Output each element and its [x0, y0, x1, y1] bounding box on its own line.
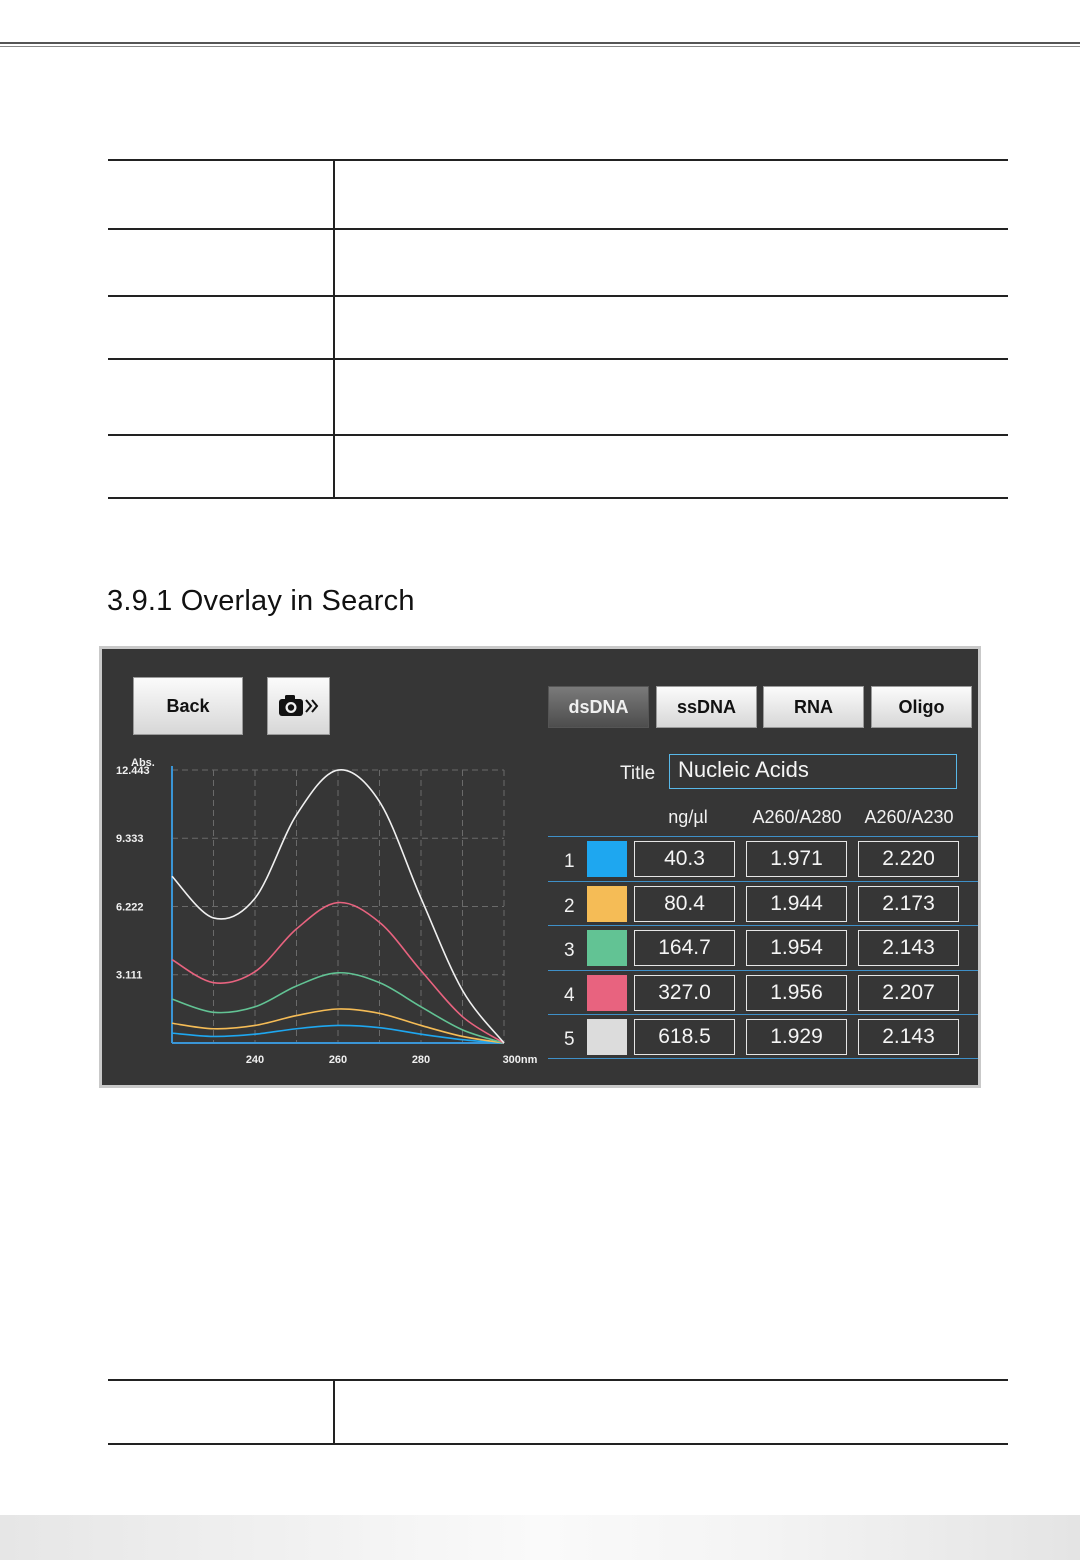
device-screenshot [99, 646, 981, 1088]
table-row[interactable] [548, 925, 978, 970]
table-cell [334, 229, 1008, 296]
back-button[interactable]: Back [133, 677, 243, 735]
tab-rna[interactable]: RNA [763, 686, 864, 728]
column-header-concentration: ng/µl [668, 807, 708, 827]
camera-forward-icon [277, 693, 321, 719]
column-header-a260-a280: A260/A280 [752, 807, 842, 827]
concentration-value: 80.4 [634, 886, 735, 922]
row-number: 3 [564, 940, 575, 962]
a260-a280-value: 1.954 [746, 930, 847, 966]
table-cell [108, 359, 334, 435]
table-cell [108, 435, 334, 498]
row-number: 1 [564, 851, 575, 872]
color-swatch [587, 930, 627, 966]
x-tick-label: 260 [328, 1054, 348, 1066]
y-tick-label: 9.333 [116, 833, 144, 846]
a260-a230-value: 2.143 [858, 1019, 959, 1055]
footer-band [0, 1515, 1080, 1560]
snapshot-button[interactable] [267, 677, 330, 735]
table-cell [108, 160, 334, 229]
color-swatch [587, 1019, 627, 1055]
absorbance-chart [102, 744, 542, 1084]
section-heading: 3.9.1 Overlay in Search [107, 585, 415, 617]
a260-a280-value: 1.929 [746, 1019, 847, 1055]
table-cell [108, 1380, 334, 1444]
row-number: 5 [564, 1029, 575, 1051]
table-cell [334, 1380, 1008, 1444]
color-swatch [587, 975, 627, 1011]
row-number: 4 [564, 984, 575, 1006]
y-tick-label: 6.222 [116, 901, 144, 914]
concentration-value: 40.3 [634, 841, 735, 877]
overlay-screen [102, 649, 978, 1085]
table-row[interactable] [548, 1014, 978, 1059]
a260-a280-value: 1.956 [746, 975, 847, 1011]
a260-a230-value: 2.143 [858, 930, 959, 966]
title-input[interactable]: Nucleic Acids [669, 754, 957, 789]
row-number: 2 [564, 895, 575, 917]
table-cell [334, 435, 1008, 498]
table-cell [108, 229, 334, 296]
table-row[interactable] [548, 881, 978, 926]
tab-ssdna[interactable]: ssDNA [656, 686, 757, 728]
concentration-value: 164.7 [634, 930, 735, 966]
tab-oligo[interactable]: Oligo [871, 686, 972, 728]
table-cell [334, 160, 1008, 229]
header-rule [0, 42, 1080, 44]
concentration-value: 618.5 [634, 1019, 735, 1055]
table-row[interactable] [548, 970, 978, 1015]
y-axis-label: Abs. [131, 757, 155, 769]
column-header-a260-a230: A260/A230 [864, 807, 954, 827]
color-swatch [587, 886, 627, 922]
a260-a230-value: 2.220 [858, 841, 959, 877]
color-swatch [587, 841, 627, 877]
table-row[interactable] [548, 836, 978, 881]
a260-a230-value: 2.207 [858, 975, 959, 1011]
table-cell [334, 296, 1008, 359]
x-tick-label: 300nm [502, 1054, 538, 1066]
parameter-table-bottom [108, 1379, 1008, 1445]
a260-a280-value: 1.944 [746, 886, 847, 922]
results-table [548, 836, 978, 1059]
y-tick-label: 3.111 [116, 969, 143, 982]
table-cell [334, 359, 1008, 435]
a260-a280-value: 1.971 [746, 841, 847, 877]
title-label: Title [620, 763, 656, 784]
a260-a230-value: 2.173 [858, 886, 959, 922]
table-cell [108, 296, 334, 359]
concentration-value: 327.0 [634, 975, 735, 1011]
x-tick-label: 280 [411, 1054, 431, 1066]
x-tick-label: 240 [245, 1054, 265, 1066]
header-rule-thin [0, 46, 1080, 47]
y-tick-label: 12.443 [116, 765, 150, 777]
parameter-table-top [108, 159, 1008, 499]
tab-dsdna[interactable]: dsDNA [548, 686, 649, 728]
